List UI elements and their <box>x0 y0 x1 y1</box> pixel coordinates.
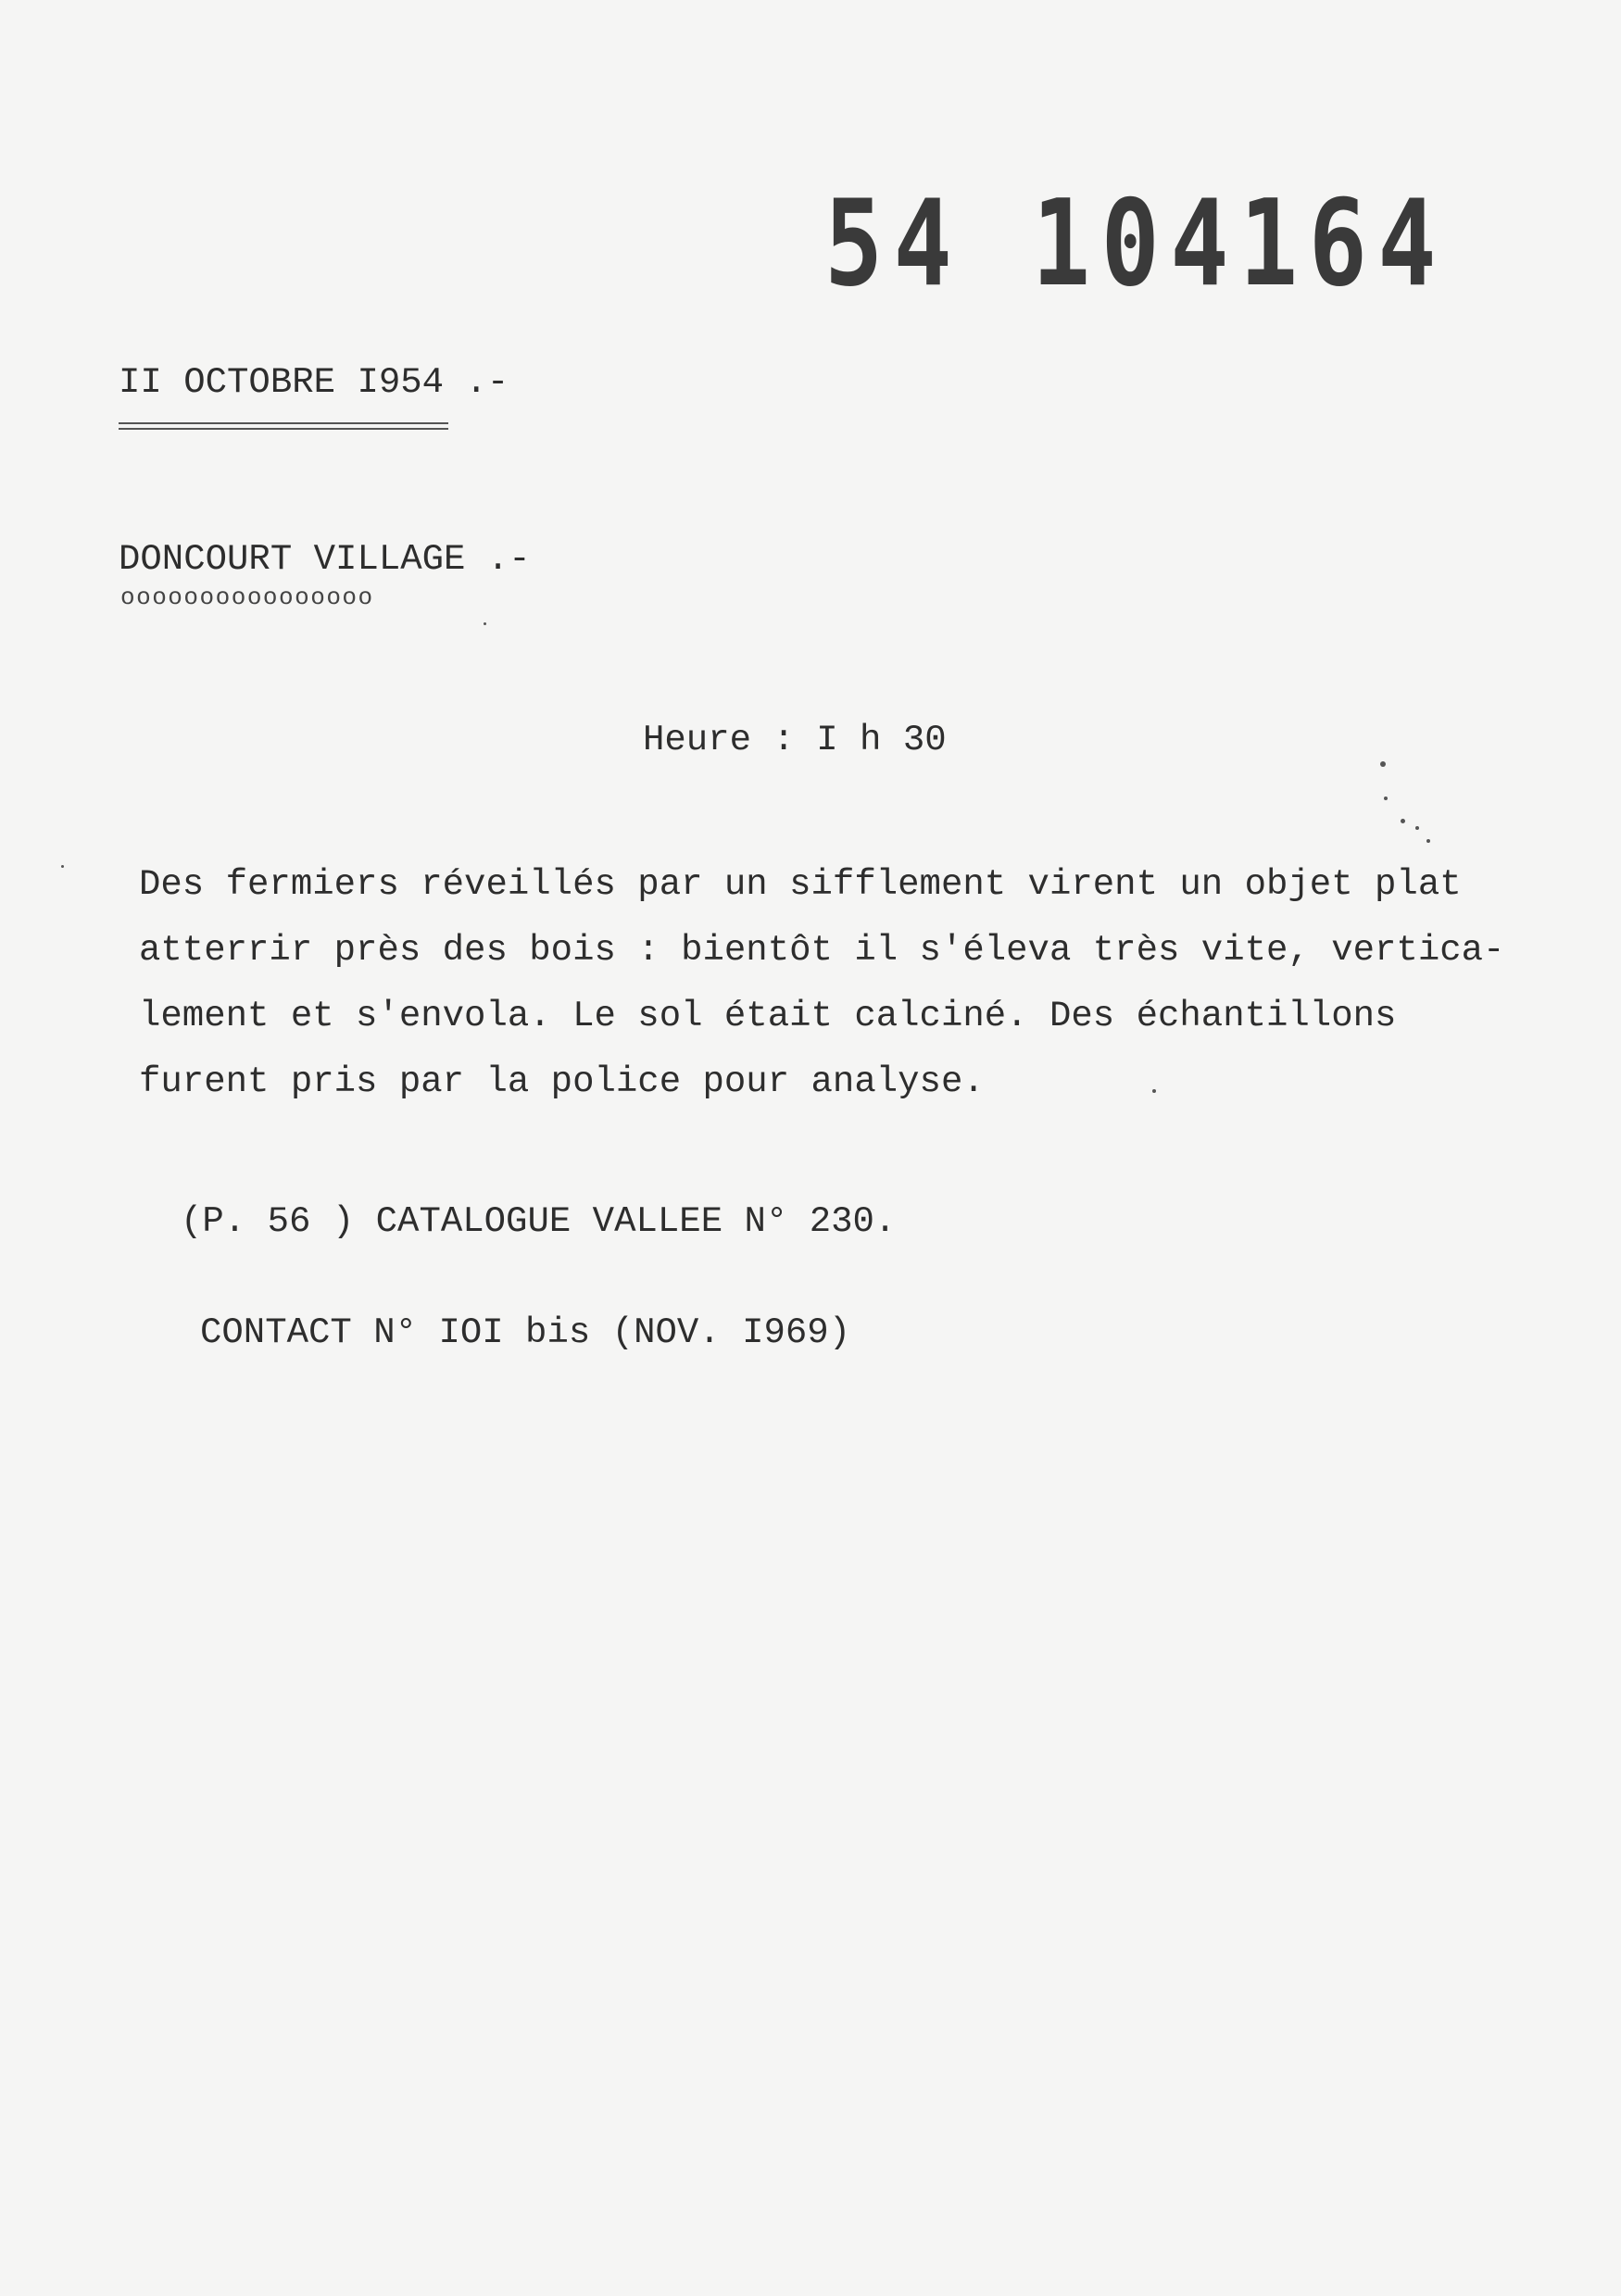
place-heading: DONCOURT VILLAGE .- <box>119 539 531 580</box>
ink-speck <box>1152 1089 1156 1093</box>
time-line: Heure : I h 30 <box>643 720 947 760</box>
place-underline: oooooooooooooooo <box>120 583 374 611</box>
ink-speck <box>1401 819 1405 823</box>
report-paragraph <box>139 852 1528 1115</box>
ink-speck <box>1426 839 1430 843</box>
date-double-underline <box>119 422 448 430</box>
catalogue-reference: (P. 56 ) CATALOGUE VALLEE N° 230. <box>181 1201 897 1242</box>
paragraph-line: furent pris par la police pour analyse. <box>139 1061 985 1102</box>
paragraph-line: Des fermiers réveillés par un sifflement virent un objet plat <box>139 864 1462 905</box>
paragraph-line: lement et s'envola. Le sol était calciné. Des échantillons <box>139 996 1397 1036</box>
document-date: II OCTOBRE I954 .- <box>119 362 509 403</box>
paragraph-line: atterrir près des bois : bientôt il s'éleva très vite, vertica- <box>139 930 1505 971</box>
ink-speck <box>61 865 64 868</box>
ink-speck <box>484 622 486 625</box>
ink-speck <box>1380 761 1386 767</box>
ink-speck <box>1384 797 1388 800</box>
stamp-number: 54 104164 <box>824 175 1448 313</box>
ink-speck <box>1415 826 1419 830</box>
contact-reference: CONTACT N° IOI bis (NOV. I969) <box>200 1312 851 1353</box>
